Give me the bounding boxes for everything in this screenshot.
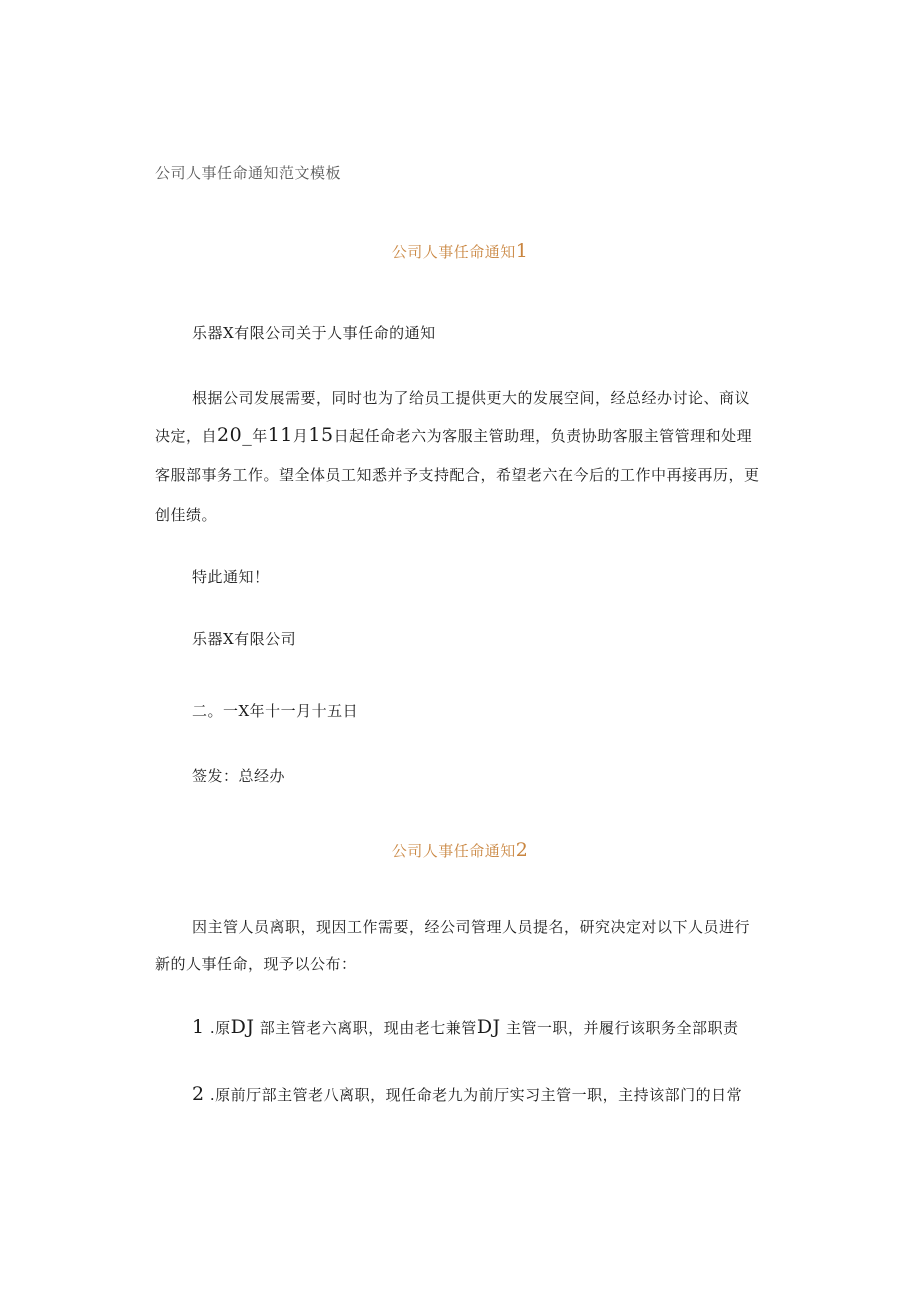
list-item-1-c: 主管一职，并履行该职务全部职责: [505, 1019, 739, 1037]
section2-body-line-1: 因主管人员离职，现因工作需要，经公司管理人员提名，研究决定对以下人员进行: [192, 918, 751, 936]
section-heading-1: [0, 241, 920, 262]
notice-body-line-4: 创佳绩。: [155, 506, 218, 524]
section-heading-1-num: 1: [515, 240, 529, 262]
notice-body-line-2: [155, 425, 752, 446]
list-item-2-text: .原前厅部主管老八离职，现任命老九为前厅实习主管一职，主持该部门的日常: [209, 1086, 743, 1104]
body-line2-c: 月: [292, 427, 309, 445]
body-line2-month: 11: [267, 424, 293, 446]
notice-company: 乐器X有限公司: [192, 630, 297, 648]
section-heading-2-num: 2: [515, 839, 529, 861]
body-line2-a: 决定，自: [155, 427, 218, 445]
notice-body-line-1: 根据公司发展需要，同时也为了给员工提供更大的发展空间，经总经办讨论、商议: [192, 389, 751, 407]
body-line2-day: 15: [308, 424, 334, 446]
list-item-1: [192, 1016, 738, 1038]
body-line2-year: 20_: [217, 424, 253, 446]
section-heading-2-text: 公司人事任命通知: [391, 842, 516, 860]
notice-body-line-3: 客服部事务工作。望全体员工知悉并予支持配合，希望老六在今后的工作中再接再历，更: [155, 466, 760, 484]
list-item-2-num: 2: [192, 1083, 205, 1105]
notice-issuer: 签发：总经办: [192, 767, 286, 785]
list-item-1-dj1: DJ: [230, 1016, 255, 1038]
list-item-2: [192, 1083, 742, 1105]
section2-body-line-2: 新的人事任命，现予以公布：: [155, 955, 357, 973]
body-line2-d: 日起任命老六为客服主管助理，负责协助客服主管管理和处理: [333, 427, 753, 445]
section-heading-2: [0, 840, 920, 861]
list-item-1-dj2: DJ: [476, 1016, 501, 1038]
notice-subject: 乐器X有限公司关于人事任命的通知: [192, 324, 436, 342]
document-title: 公司人事任命通知范文模板: [155, 164, 342, 182]
body-line2-b: 年: [252, 427, 268, 445]
notice-closing: 特此通知！: [192, 568, 270, 586]
list-item-1-b: 部主管老六离职，现由老七兼管: [259, 1019, 477, 1037]
list-item-1-a: .原: [209, 1019, 231, 1037]
list-item-1-num: 1: [192, 1016, 205, 1038]
section-heading-1-text: 公司人事任命通知: [391, 243, 516, 261]
notice-date: 二。一X年十一月十五日: [192, 702, 359, 720]
